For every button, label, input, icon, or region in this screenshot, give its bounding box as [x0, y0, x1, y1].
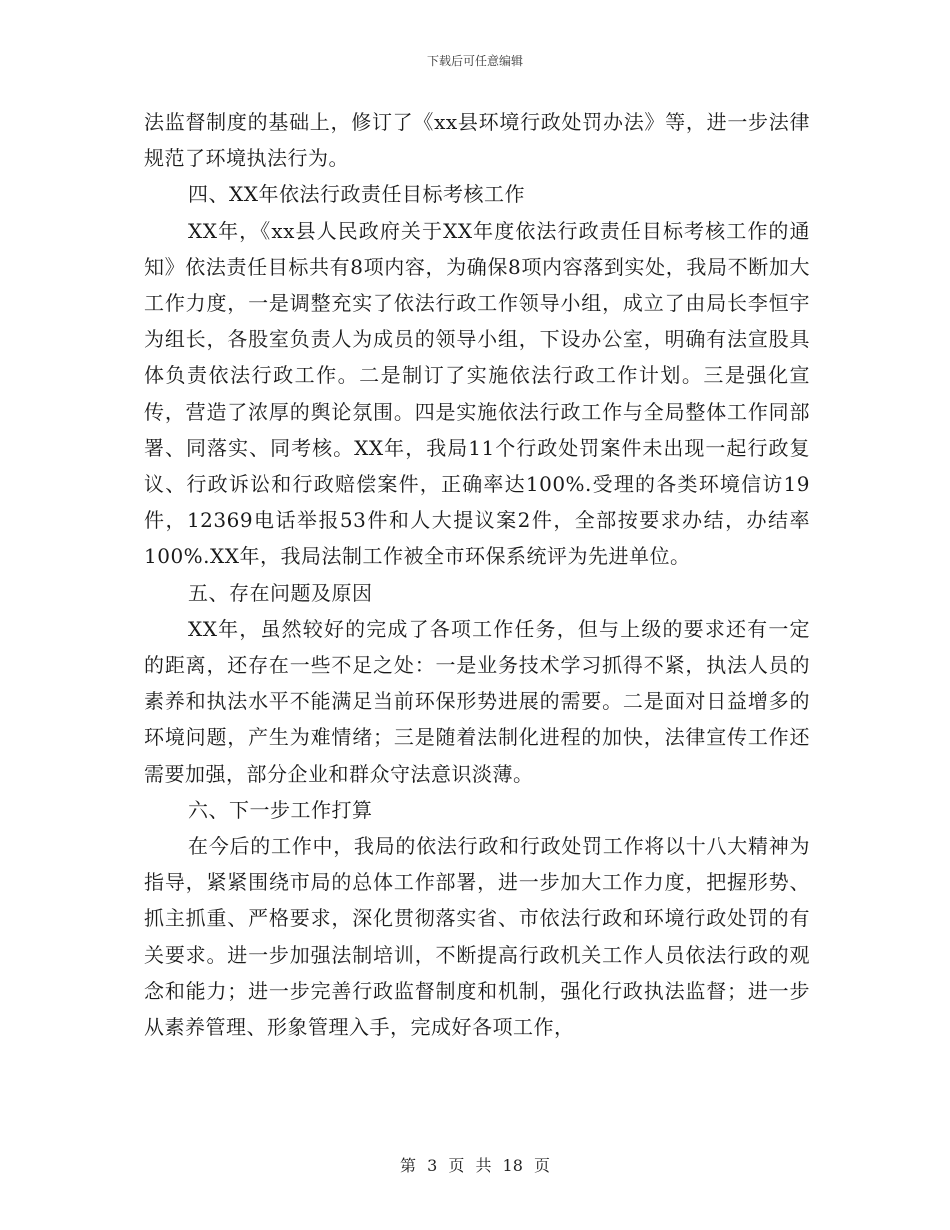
section-heading-4: 四、XX年依法行政责任目标考核工作	[188, 182, 525, 207]
paragraph-next-steps: 在今后的工作中，我局的依法行政和行政处罚工作将以十八大精神为指导，紧紧围绕市局的总体工作部署，进一步加大工作力度，把握形势、抓主抓重、严格要求，深化贯彻落实省、市依法行政和环境行政处罚的有关要求。进一步加强法制培训，不断提高行政机关工作人员依法行政的观念和能力；进一步完善行政监督制度和机制，强化行政执法监督；进一步从素养管理、形象管理入手，完成好各项工作，	[144, 834, 810, 1040]
section-heading-6: 六、下一步工作打算	[188, 797, 373, 822]
paragraph-problems: XX年，虽然较好的完成了各项工作任务，但与上级的要求还有一定的距离，还存在一些不足之处：一是业务技术学习抓得不紧，执法人员的素养和执法水平不能满足当前环保形势进展的需要。二是面对日益增多的环境问题，产生为难情绪；三是随着法制化进程的加快，法律宣传工作还需要加强，部分企业和群众守法意识淡薄。	[144, 616, 810, 786]
page-header: 下载后可任意编辑	[426, 54, 523, 68]
page-number: 第 3 页 共 18 页	[400, 1156, 550, 1175]
section-heading-5: 五、存在问题及原因	[188, 580, 373, 605]
document-body	[144, 104, 810, 1045]
paragraph-assessment: XX年，《xx县人民政府关于XX年度依法行政责任目标考核工作的通知》依法责任目标共有8项内容，为确保8项内容落到实处，我局不断加大工作力度，一是调整充实了依法行政工作领导小组，成立了由局长李恒宇为组长，各股室负责人为成员的领导小组，下设办公室，明确有法宣股具体负责依法行政工作。二是制订了实施依法行政工作计划。三是强化宣传，营造了浓厚的舆论氛围。四是实施依法行政工作与全局整体工作同部署、同落实、同考核。XX年，我局11个行政处罚案件未出现一起行政复议、行政诉讼和行政赔偿案件，正确率达100%.受理的各类环境信访19件，12369电话举报53件和人大提议案2件，全部按要求办结，办结率100%.XX年，我局法制工作被全市环保系统评为先进单位。	[144, 218, 810, 569]
paragraph-continued: 法监督制度的基础上，修订了《xx县环境行政处罚办法》等，进一步法律规范了环境执法行为。	[144, 110, 810, 171]
